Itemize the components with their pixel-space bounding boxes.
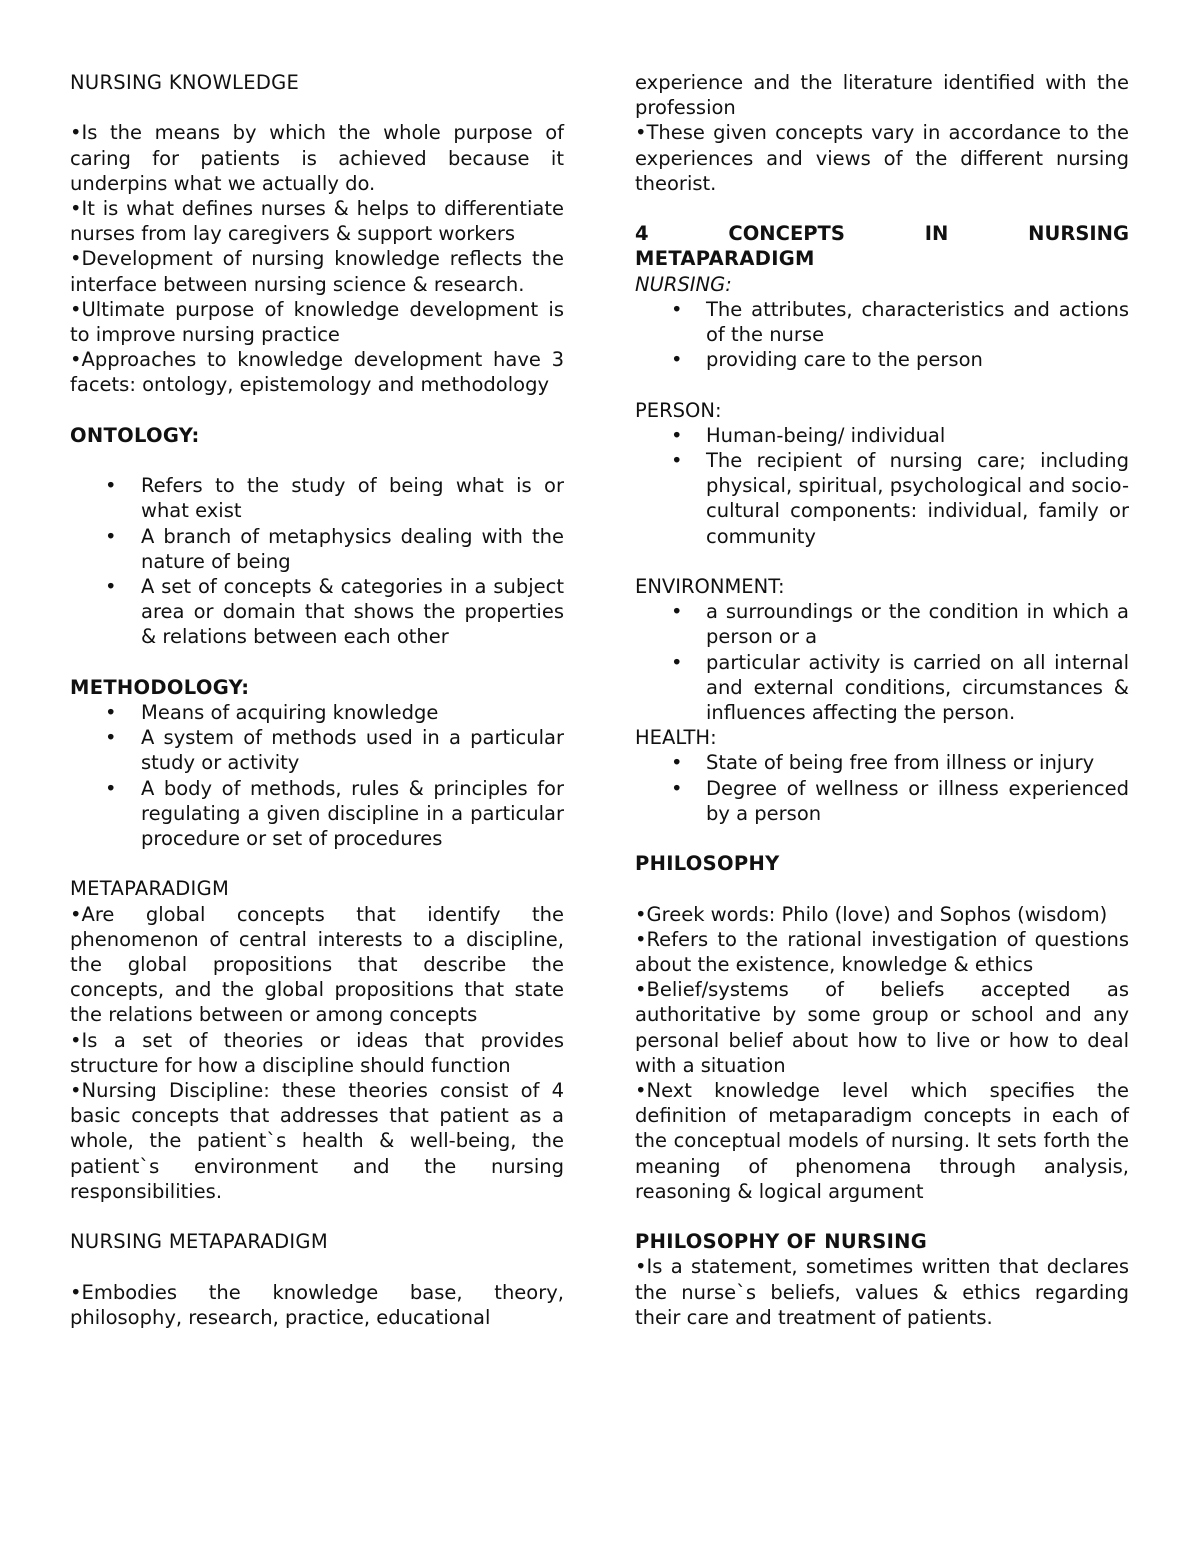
paragraph: •Belief/systems of beliefs accepted as authoritative by some group or school and any personal belief about how to live or how to deal with a situation bbox=[635, 978, 1129, 1077]
list-item: • Means of acquiring knowledge bbox=[70, 700, 564, 725]
list-item: • The recipient of nursing care; including physical, spiritual, psychological and socio-cultural components: individual, family or community bbox=[635, 448, 1129, 549]
person-list bbox=[635, 423, 1129, 549]
health-list bbox=[635, 750, 1129, 826]
nursing-list bbox=[635, 297, 1129, 373]
heading-philosophy: PHILOSOPHY bbox=[635, 852, 780, 876]
left-column bbox=[70, 70, 564, 1330]
paragraph: •Ultimate purpose of knowledge development is to improve nursing practice bbox=[70, 297, 564, 347]
list-item: • A branch of metaphysics dealing with the nature of being bbox=[70, 524, 564, 574]
paragraph: •Is the means by which the whole purpose of caring for patients is achieved because it underpins what we actually do. bbox=[70, 121, 564, 195]
paragraph: •Development of nursing knowledge reflects the interface between nursing science & research. bbox=[70, 247, 564, 296]
heading-nursing-metaparadigm: NURSING METAPARADIGM bbox=[70, 1230, 328, 1254]
heading-word: NURSING bbox=[1028, 222, 1129, 246]
paragraph: •Nursing Discipline: these theories consist of 4 basic concepts that addresses that patient as a whole, the patient`s health & well-being, the patient`s environment and the nursing responsibilities. bbox=[70, 1079, 564, 1203]
heading-nursing-knowledge: NURSING KNOWLEDGE bbox=[70, 71, 300, 94]
paragraph: •Are global concepts that identify the phenomenon of central interests to a discipline, the global propositions that describe the concepts, and the global propositions that state the relations between or among concepts bbox=[70, 902, 564, 1027]
paragraph: •Refers to the rational investigation of questions about the existence, knowledge & ethics bbox=[635, 927, 1129, 977]
methodology-list bbox=[70, 700, 564, 851]
label-environment: ENVIRONMENT: bbox=[635, 575, 785, 599]
ontology-list bbox=[70, 473, 564, 649]
paragraph: •Approaches to knowledge development have 3 facets: ontology, epistemology and methodology bbox=[70, 348, 564, 397]
heading-methodology: METHODOLOGY: bbox=[70, 675, 250, 699]
heading-word: 4 bbox=[635, 222, 649, 246]
list-item: • providing care to the person bbox=[635, 347, 1129, 372]
paragraph: •It is what defines nurses & helps to differentiate nurses from lay caregivers & support workers bbox=[70, 197, 564, 246]
heading-word: CONCEPTS bbox=[728, 222, 845, 246]
label-person: PERSON: bbox=[635, 398, 722, 422]
list-item: • Human-being/ individual bbox=[635, 423, 1129, 448]
paragraph: •Greek words: Philo (love) and Sophos (wisdom) bbox=[635, 902, 1108, 926]
list-item: • Degree of wellness or illness experienced by a person bbox=[635, 776, 1129, 826]
list-item: • A body of methods, rules & principles for regulating a given discipline in a particular procedure or set of procedures bbox=[70, 776, 564, 852]
list-item: • The attributes, characteristics and actions of the nurse bbox=[635, 297, 1129, 347]
list-item: • A set of concepts & categories in a subject area or domain that shows the properties & relations between each other bbox=[70, 574, 564, 650]
label-health: HEALTH: bbox=[635, 726, 717, 750]
heading-ontology: ONTOLOGY: bbox=[70, 423, 200, 447]
paragraph: •Is a statement, sometimes written that declares the nurse`s beliefs, values & ethics regarding their care and treatment of patients. bbox=[635, 1255, 1129, 1329]
heading-philosophy-of-nursing: PHILOSOPHY OF NURSING bbox=[635, 1230, 928, 1254]
list-item: • State of being free from illness or injury bbox=[635, 750, 1129, 775]
label-nursing: NURSING: bbox=[635, 272, 732, 296]
environment-list bbox=[635, 599, 1129, 725]
list-item: • Refers to the study of being what is or what exist bbox=[70, 473, 564, 523]
heading-metaparadigm-line2: METAPARADIGM bbox=[635, 247, 815, 271]
list-item: • a surroundings or the condition in which a person or a bbox=[635, 599, 1129, 649]
paragraph: •Embodies the knowledge base, theory, philosophy, research, practice, educational bbox=[70, 1280, 564, 1329]
heading-four-concepts bbox=[635, 221, 1129, 246]
list-item: • A system of methods used in a particular study or activity bbox=[70, 725, 564, 775]
paragraph: •Next knowledge level which specifies the definition of metaparadigm concepts in each of the conceptual models of nursing. It sets forth the meaning of phenomena through analysis, reasoning & logical argument bbox=[635, 1079, 1129, 1203]
list-item: • particular activity is carried on all internal and external conditions, circumstances & influences affecting the person. bbox=[635, 650, 1129, 726]
paragraph: •Is a set of theories or ideas that provides structure for how a discipline should function bbox=[70, 1028, 564, 1077]
heading-metaparadigm: METAPARADIGM bbox=[70, 877, 230, 901]
paragraph: experience and the literature identified with the profession bbox=[635, 71, 1129, 120]
right-column bbox=[635, 70, 1129, 1330]
paragraph: •These given concepts vary in accordance to the experiences and views of the different nursing theorist. bbox=[635, 121, 1129, 195]
heading-word: IN bbox=[924, 222, 949, 246]
